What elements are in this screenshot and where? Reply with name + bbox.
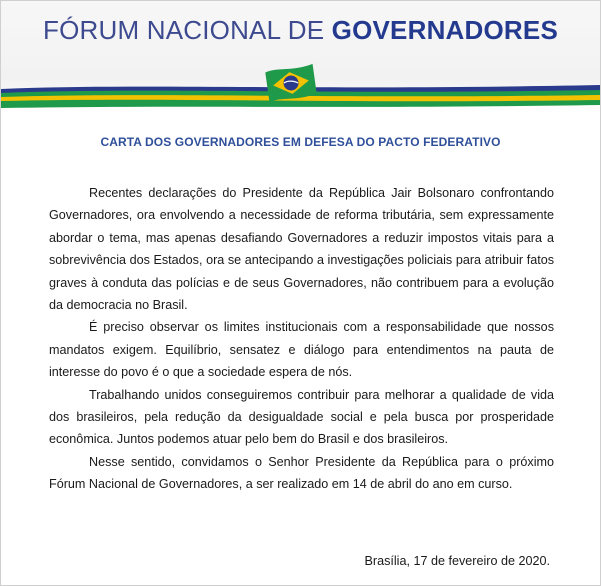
forum-title — [1, 15, 600, 46]
letter-title: CARTA DOS GOVERNADORES EM DEFESA DO PACTO FEDERATIVO — [100, 135, 501, 149]
brazil-flag-icon — [264, 63, 318, 103]
paragraph: Nesse sentido, convidamos o Senhor Presidente da República para o próximo Fórum Nacional de Governadores, a ser realizado em 14 de abril do ano em curso. — [49, 454, 554, 492]
header-banner — [1, 1, 600, 113]
forum-title-bold: GOVERNADORES — [331, 15, 558, 45]
paragraph: Recentes declarações do Presidente da República Jair Bolsonaro confrontando Governadores, ora envolvendo a necessidade de reforma tributária, sem expressamente abordar o tema, mas apenas desafiando Governadores a reduzir impostos vitais para a sobrevivência dos Estados, ora se antecipando a investigações policiais para atribuir fatos graves à conduta das polícias e de seus Governadores, não contribuem para a evolução da democracia no Brasil. — [49, 186, 554, 313]
paragraph: É preciso observar os limites institucionais com a responsabilidade que nossos mandatos exigem. Equilíbrio, sensatez e diálogo para entendimentos na pauta de interesse do povo é o que a sociedade espera de nós. — [49, 320, 554, 380]
date-signoff: Brasília, 17 de fevereiro de 2020. — [364, 554, 550, 568]
paragraph: Trabalhando unidos conseguiremos contribuir para melhorar a qualidade de vida dos brasileiros, pela redução da desigualdade social e pela busca por prosperidade econômica. Juntos podemos atuar pelo bem do Brasil e dos brasileiros. — [49, 387, 554, 447]
letter-body — [49, 182, 554, 496]
forum-title-light: FÓRUM NACIONAL DE — [43, 15, 332, 45]
